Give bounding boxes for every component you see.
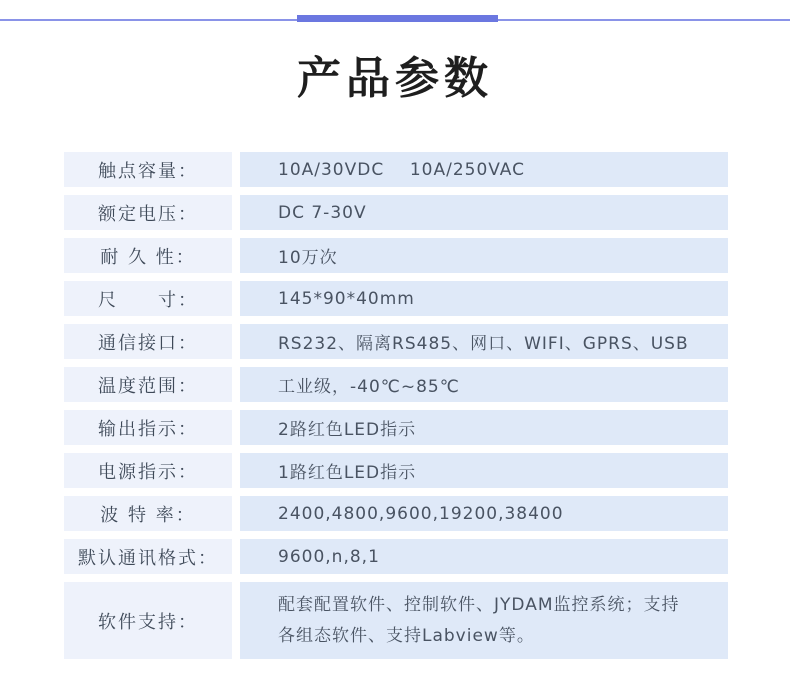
spec-value: 工业级，-40℃~85℃	[240, 367, 728, 402]
spec-row-rated-voltage	[64, 195, 728, 230]
spec-label: 通信接口：	[64, 324, 232, 359]
spec-label: 默认通讯格式：	[64, 539, 232, 574]
spec-row-power-indicator	[64, 453, 728, 488]
spec-row-default-comm-format	[64, 539, 728, 574]
spec-row-software-support	[64, 582, 728, 659]
spec-row-durability	[64, 238, 728, 273]
spec-row-dimensions	[64, 281, 728, 316]
spec-label: 触点容量：	[64, 152, 232, 187]
spec-value: 10万次	[240, 238, 728, 273]
page-title: 产品参数	[297, 53, 493, 104]
spec-row-temperature-range	[64, 367, 728, 402]
spec-row-output-indicator	[64, 410, 728, 445]
spec-value: RS232、隔离RS485、网口、WIFI、GPRS、USB	[240, 324, 728, 359]
spec-label: 温度范围：	[64, 367, 232, 402]
spec-value: 1路红色LED指示	[240, 453, 728, 488]
spec-label: 耐 久 性：	[64, 238, 232, 273]
spec-value: 2路红色LED指示	[240, 410, 728, 445]
top-accent-bar	[297, 15, 498, 22]
spec-row-contact-capacity	[64, 152, 728, 187]
spec-label: 电源指示：	[64, 453, 232, 488]
spec-value: 145*90*40mm	[240, 281, 728, 316]
spec-label: 软件支持：	[64, 582, 232, 659]
spec-table	[64, 152, 728, 659]
spec-value: 9600,n,8,1	[240, 539, 728, 574]
spec-value: 2400,4800,9600,19200,38400	[240, 496, 728, 531]
spec-value: 配套配置软件、控制软件、JYDAM监控系统；支持各组态软件、支持Labview等。	[240, 582, 728, 659]
spec-label: 额定电压：	[64, 195, 232, 230]
spec-label: 输出指示：	[64, 410, 232, 445]
top-decoration	[0, 0, 790, 22]
spec-row-communication-interface	[64, 324, 728, 359]
spec-row-baud-rate	[64, 496, 728, 531]
spec-value: 10A/30VDC 10A/250VAC	[240, 152, 728, 187]
spec-label: 尺 寸：	[64, 281, 232, 316]
spec-label: 波 特 率：	[64, 496, 232, 531]
spec-value: DC 7-30V	[240, 195, 728, 230]
